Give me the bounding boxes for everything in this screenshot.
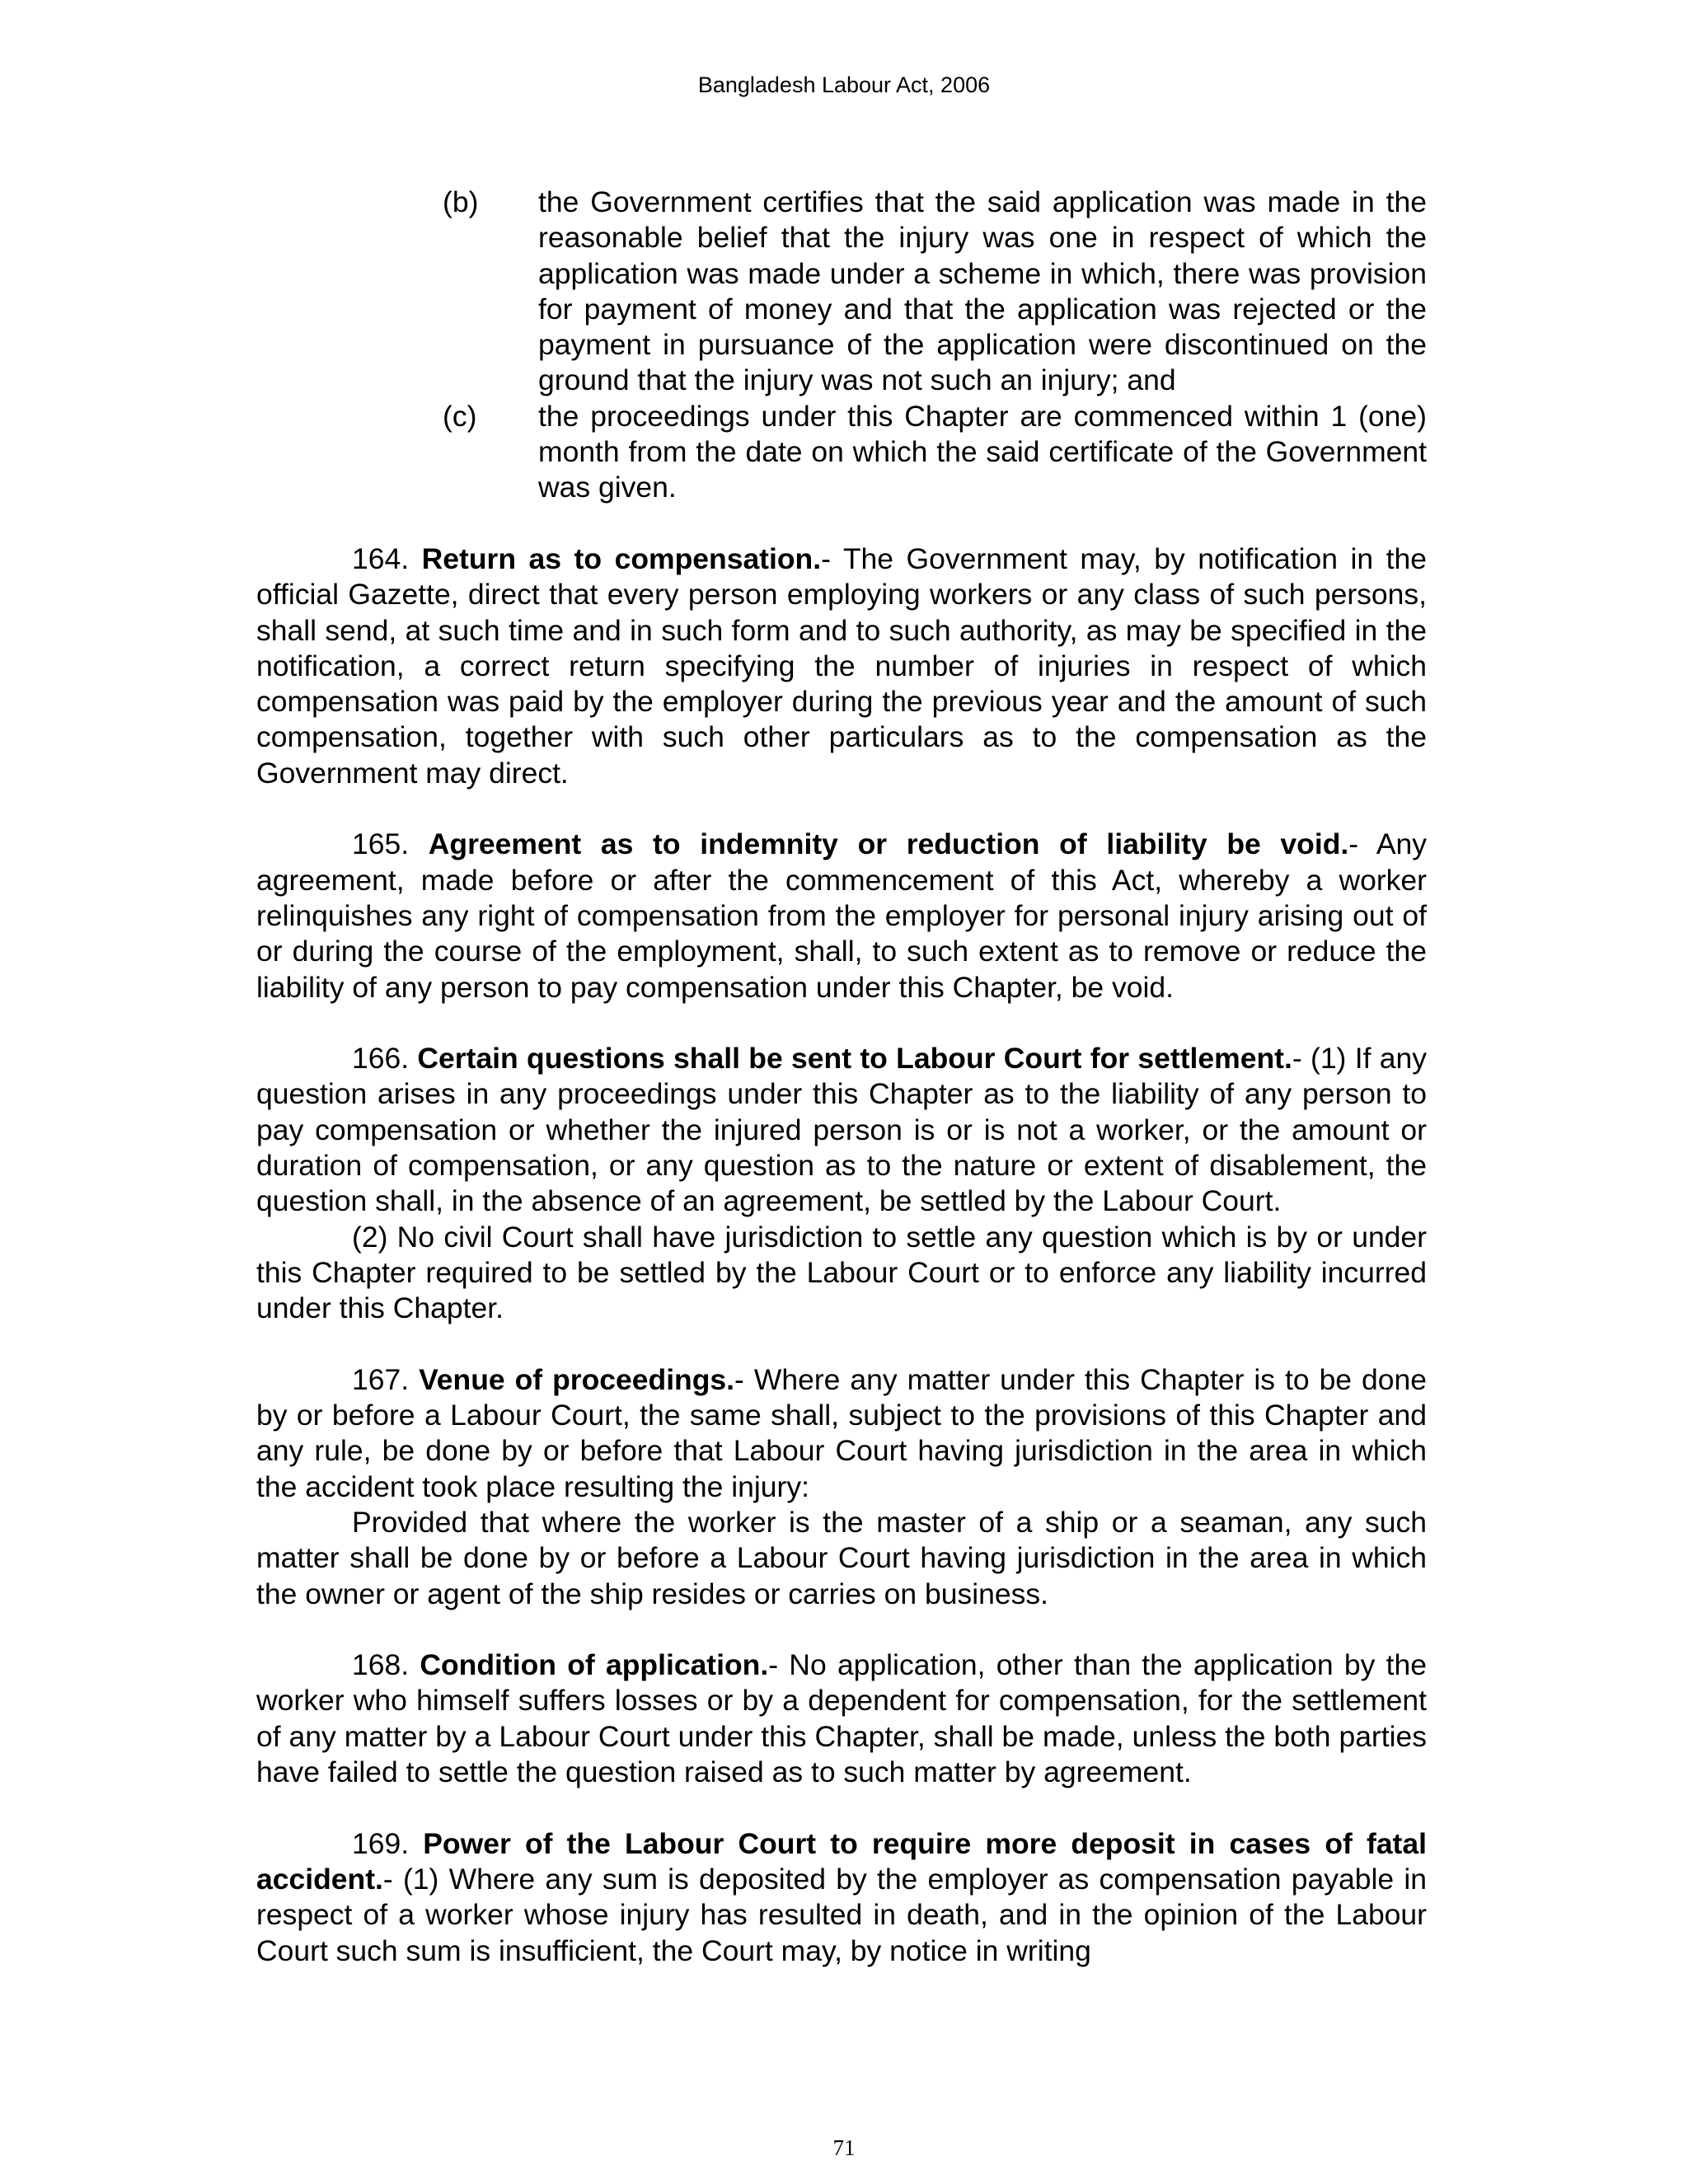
section-heading: Venue of proceedings. (419, 1362, 735, 1396)
section-heading: Condition of application. (420, 1648, 769, 1682)
section-heading: Agreement as to indemnity or reduction of liability be void. (428, 827, 1349, 861)
section-text: - The Government may, by notification in the official Gazette, direct that every person employing workers or any class of such persons, shall send, at such time and in such form and to such authority, as may be specified in the notification, a correct return specifying the number of injuries in respect of which compensation was paid by the employer during the previous year and the amount of such compensation, together with such other particulars as to the compensation as the Government may direct. (256, 541, 1427, 790)
section-heading: Power of the Labour Court to require more deposit in cases of fatal accident. (256, 1826, 1427, 1896)
section-number: 167. (352, 1362, 410, 1396)
clause-c (256, 399, 1427, 506)
section-166-subsection-2: (2) No civil Court shall have jurisdiction to settle any question which is by or under this Chapter required to be settled by the Labour Court or to enforce any liability incurred under this Chapter. (256, 1220, 1427, 1325)
clause-b (256, 185, 1427, 399)
page-number: 71 (832, 2135, 856, 2160)
section-number: 166. (352, 1042, 410, 1076)
section-169 (256, 1826, 1427, 1969)
section-heading: Return as to compensation. (421, 541, 822, 575)
section-165 (256, 827, 1427, 1005)
section-number: 169. (352, 1826, 410, 1860)
section-heading: Certain questions shall be sent to Labour Court for settlement. (417, 1042, 1292, 1076)
clause-text: the proceedings under this Chapter are commenced within 1 (one) month from the date on which the said certificate of the Government was given. (538, 399, 1427, 504)
section-167-proviso: Provided that where the worker is the master of a ship or a seaman, any such matter shall be done by or before a Labour Court having jurisdiction in the area in which the owner or agent of the ship resides or carries on business. (256, 1505, 1427, 1610)
section-text: - Any agreement, made before or after the commencement of this Act, whereby a worker relinquishes any right of compensation from the employer for personal injury arising out of or during the course of the employment, shall, to such extent as to remove or reduce the liability of any person to pay compensation under this Chapter, be void. (256, 827, 1427, 1004)
section-text: - (1) If any question arises in any proceedings under this Chapter as to the liability of any person to pay compensation or whether the injured person is or is not a worker, or the amount or duration of compensation, or any question as to the nature or extent of disablement, the question shall, in the absence of an agreement, be settled by the Labour Court. (256, 1042, 1427, 1218)
section-text: - (1) Where any sum is deposited by the employer as compensation payable in respect of a worker whose injury has resulted in death, and in the opinion of the Labour Court such sum is insufficient, the Court may, by notice in writing (256, 1862, 1427, 1967)
clause-label: (b) (443, 185, 479, 218)
section-text: - Where any matter under this Chapter is to be done by or before a Labour Court, the same shall, subject to the provisions of this Chapter and any rule, be done by or before that Labour Court having jurisdiction in the area in which the accident took place resulting the injury: (256, 1362, 1427, 1503)
clause-text: the Government certifies that the said application was made in the reasonable belief that the injury was one in respect of which the application was made under a scheme in which, there was provision for payment of money and that the application was rejected or the payment in pursuance of the application were discontinued on the ground that the injury was not such an injury; and (538, 185, 1427, 397)
section-164 (256, 541, 1427, 791)
section-number: 164. (352, 541, 410, 575)
clause-label: (c) (443, 399, 477, 433)
section-168 (256, 1647, 1427, 1790)
section-number: 165. (352, 827, 410, 861)
section-number: 168. (352, 1648, 410, 1682)
running-header: Bangladesh Labour Act, 2006 (697, 73, 991, 97)
document-body (256, 185, 1427, 1969)
section-167 (256, 1362, 1427, 1505)
section-166 (256, 1041, 1427, 1219)
section-text: - No application, other than the application by the worker who himself suffers losses or by a dependent for compensation, for the settlement of any matter by a Labour Court under this Chapter, shall be made, unless the both parties have failed to settle the question raised as to such matter by agreement. (256, 1648, 1427, 1789)
